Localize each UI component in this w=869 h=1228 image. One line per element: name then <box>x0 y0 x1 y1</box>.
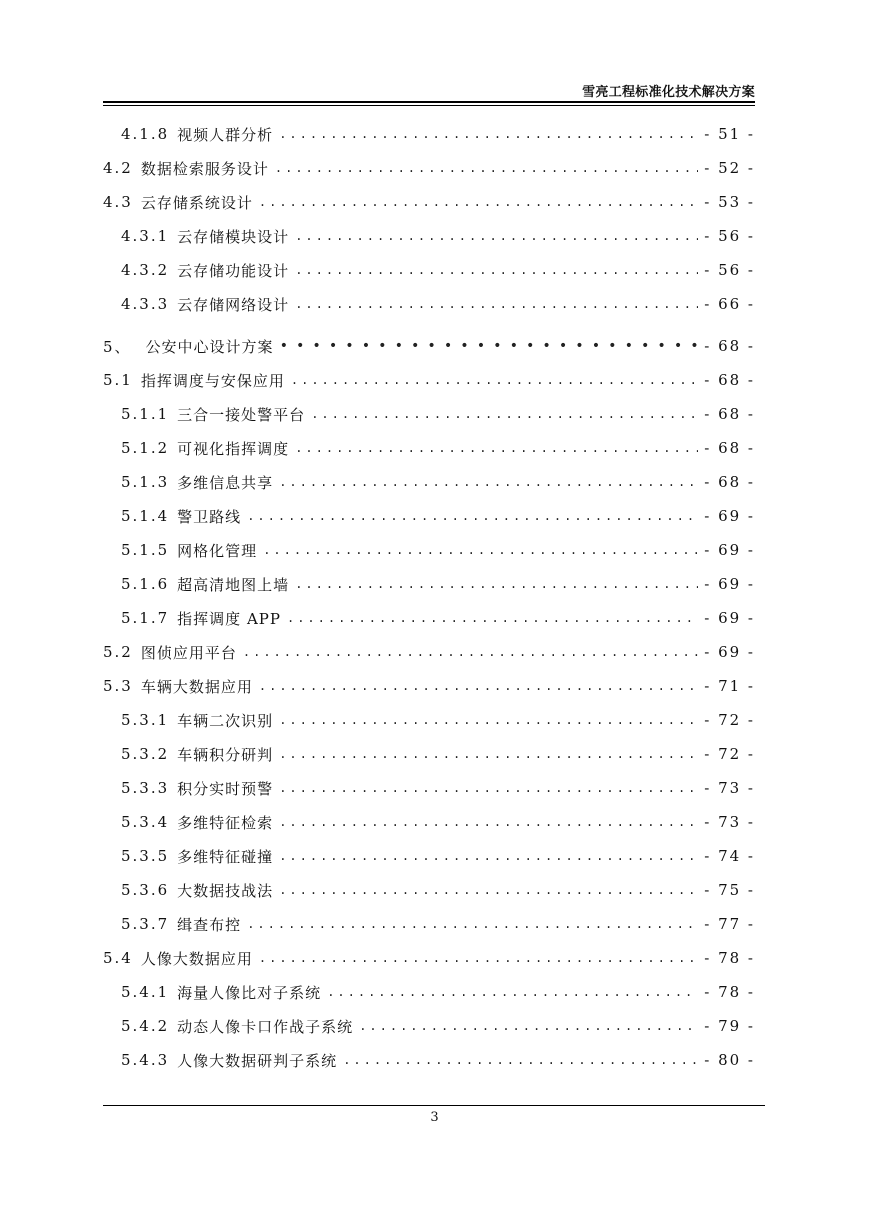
toc-entry-number: 5.1 <box>103 371 133 389</box>
toc-entry-number: 5.3.6 <box>121 881 170 899</box>
toc-entry[interactable] <box>103 737 755 771</box>
footer-rule <box>103 1105 765 1106</box>
toc-entry[interactable] <box>103 839 755 873</box>
toc-dot-leader <box>311 407 698 421</box>
toc-entry-number: 4.1.8 <box>121 125 170 143</box>
toc-entry-title: 多维特征碰撞 <box>177 847 274 866</box>
toc-entry-page: - 68 - <box>704 439 755 457</box>
toc-entry[interactable] <box>103 363 755 397</box>
toc-entry-number: 4.3.3 <box>121 295 170 313</box>
toc-dot-leader <box>279 475 698 489</box>
toc-entry-page: - 68 - <box>704 371 755 389</box>
toc-entry[interactable] <box>103 805 755 839</box>
toc-entry-title: 云存储网络设计 <box>177 295 290 314</box>
toc-entry-title: 指挥调度 APP <box>177 609 281 628</box>
toc-entry-number: 5.4.2 <box>121 1017 170 1035</box>
header-rule-thin <box>103 105 755 106</box>
toc-entry-page: - 77 - <box>704 915 755 933</box>
toc-entry-number: 5.1.7 <box>121 609 170 627</box>
toc-entry[interactable] <box>103 431 755 465</box>
toc-dot-leader <box>287 611 698 625</box>
toc-dot-leader <box>259 951 698 965</box>
toc-dot-leader <box>359 1019 698 1033</box>
toc-entry-number: 5.4.3 <box>121 1051 170 1069</box>
toc-entry[interactable] <box>103 465 755 499</box>
toc-dot-leader <box>279 781 698 795</box>
toc-entry-title: 可视化指挥调度 <box>177 439 290 458</box>
toc-entry-page: - 68 - <box>704 337 755 355</box>
toc-entry-page: - 69 - <box>704 609 755 627</box>
toc-dot-leader <box>259 679 698 693</box>
toc-entry-number: 5.1.2 <box>121 439 170 457</box>
toc-entry-title: 指挥调度与安保应用 <box>140 371 285 390</box>
toc-entry-page: - 69 - <box>704 643 755 661</box>
toc-entry-title: 多维特征检索 <box>177 813 274 832</box>
toc-entry[interactable] <box>103 185 755 219</box>
toc-entry-title: 超高清地图上墙 <box>177 575 290 594</box>
toc-entry-number: 5.3.5 <box>121 847 170 865</box>
document-title: 雪亮工程标准化技术解决方案 <box>582 85 755 100</box>
toc-dot-leader <box>275 161 698 175</box>
toc-entry-number: 5.3.4 <box>121 813 170 831</box>
toc-entry[interactable] <box>103 533 755 567</box>
toc-entry-number: 4.3 <box>103 193 133 211</box>
toc-entry-number: 5.1.4 <box>121 507 170 525</box>
page-header <box>103 79 755 105</box>
toc-dot-leader <box>259 195 698 209</box>
toc-entry-title: 视频人群分析 <box>177 125 274 144</box>
toc-entry[interactable] <box>103 219 755 253</box>
toc-dot-leader <box>247 917 698 931</box>
toc-entry-page: - 52 - <box>704 159 755 177</box>
toc-entry-number: 4.2 <box>103 159 133 177</box>
toc-entry-number: 5.3 <box>103 677 133 695</box>
toc-entry-title: 车辆大数据应用 <box>140 677 253 696</box>
toc-entry-page: - 80 - <box>704 1051 755 1069</box>
toc-entry[interactable] <box>103 397 755 431</box>
toc-entry-title: 大数据技战法 <box>177 881 274 900</box>
toc-entry-title: 动态人像卡口作战子系统 <box>177 1017 354 1036</box>
toc-dot-leader <box>279 815 698 829</box>
toc-entry-title: 图侦应用平台 <box>140 643 237 662</box>
toc-entry-number: 5.4.1 <box>121 983 170 1001</box>
toc-dot-leader <box>279 849 698 863</box>
toc-entry-page: - 73 - <box>704 779 755 797</box>
toc-entry-title: 数据检索服务设计 <box>140 159 269 178</box>
toc-entry[interactable] <box>103 669 755 703</box>
toc-entry-title: 云存储模块设计 <box>177 227 290 246</box>
toc-entry-number: 5.1.3 <box>121 473 170 491</box>
toc-entry[interactable] <box>103 907 755 941</box>
toc-entry-page: - 53 - <box>704 193 755 211</box>
toc-entry-title: 海量人像比对子系统 <box>177 983 322 1002</box>
toc-entry-title: 云存储系统设计 <box>140 193 253 212</box>
toc-entry-title: 公安中心设计方案 <box>145 337 274 356</box>
toc-entry-page: - 78 - <box>704 983 755 1001</box>
toc-dot-leader <box>295 229 698 243</box>
toc-entry[interactable] <box>103 771 755 805</box>
toc-dot-leader <box>295 577 698 591</box>
toc-entry-page: - 66 - <box>704 295 755 313</box>
toc-entry-number: 5.3.3 <box>121 779 170 797</box>
toc-entry-title: 积分实时预警 <box>177 779 274 798</box>
toc-entry-title: 三合一接处警平台 <box>177 405 306 424</box>
toc-dot-leader <box>243 645 698 659</box>
toc-entry-title: 人像大数据研判子系统 <box>177 1051 338 1070</box>
toc-entry-page: - 68 - <box>704 405 755 423</box>
toc-entry-title: 网格化管理 <box>177 541 258 560</box>
toc-entry-number: 5.1.5 <box>121 541 170 559</box>
toc-entry-page: - 68 - <box>704 473 755 491</box>
toc-dot-leader <box>327 985 698 999</box>
toc-entry[interactable] <box>103 287 755 321</box>
toc-entry[interactable] <box>103 151 755 185</box>
toc-entry-number: 5.3.7 <box>121 915 170 933</box>
toc-entry-title: 缉查布控 <box>177 915 242 934</box>
toc-entry-number: 4.3.1 <box>121 227 170 245</box>
toc-dot-leader <box>295 297 698 311</box>
toc-entry-title: 人像大数据应用 <box>140 949 253 968</box>
toc-entry[interactable] <box>103 703 755 737</box>
toc-entry-title: 警卫路线 <box>177 507 242 526</box>
toc-entry-title: 云存储功能设计 <box>177 261 290 280</box>
toc-entry-page: - 69 - <box>704 507 755 525</box>
toc-entry[interactable] <box>103 635 755 669</box>
toc-entry-number: 5.3.1 <box>121 711 170 729</box>
toc-dot-leader <box>295 263 698 277</box>
toc-dot-leader <box>279 883 698 897</box>
toc-entry-page: - 71 - <box>704 677 755 695</box>
toc-entry-page: - 74 - <box>704 847 755 865</box>
toc-dot-leader <box>343 1053 698 1067</box>
page-number: 3 <box>430 1110 439 1125</box>
toc-entry[interactable] <box>103 117 755 151</box>
toc-dot-leader <box>247 509 698 523</box>
toc-entry[interactable] <box>103 253 755 287</box>
toc-entry-number: 5、 <box>103 337 132 356</box>
toc-entry[interactable] <box>103 941 755 975</box>
toc-entry-page: - 78 - <box>704 949 755 967</box>
toc-dot-leader <box>280 338 699 354</box>
toc-entry-title: 车辆积分研判 <box>177 745 274 764</box>
toc-entry-page: - 73 - <box>704 813 755 831</box>
toc-entry-page: - 56 - <box>704 261 755 279</box>
table-of-contents <box>103 117 755 1077</box>
toc-entry-number: 5.2 <box>103 643 133 661</box>
toc-entry-page: - 69 - <box>704 541 755 559</box>
header-rule-thick <box>103 101 755 103</box>
toc-entry-number: 5.1.6 <box>121 575 170 593</box>
toc-dot-leader <box>279 127 698 141</box>
toc-dot-leader <box>291 373 698 387</box>
toc-entry-number: 5.4 <box>103 949 133 967</box>
toc-entry-page: - 69 - <box>704 575 755 593</box>
toc-entry-page: - 75 - <box>704 881 755 899</box>
toc-entry[interactable] <box>103 1043 755 1077</box>
toc-entry-page: - 51 - <box>704 125 755 143</box>
toc-entry[interactable] <box>103 1009 755 1043</box>
toc-entry[interactable] <box>103 601 755 635</box>
toc-entry-title: 车辆二次识别 <box>177 711 274 730</box>
toc-entry[interactable] <box>103 329 755 363</box>
toc-dot-leader <box>279 747 698 761</box>
toc-entry-title: 多维信息共享 <box>177 473 274 492</box>
toc-entry-page: - 72 - <box>704 745 755 763</box>
toc-entry[interactable] <box>103 567 755 601</box>
toc-dot-leader <box>279 713 698 727</box>
toc-entry-number: 5.3.2 <box>121 745 170 763</box>
toc-entry-number: 4.3.2 <box>121 261 170 279</box>
toc-entry[interactable] <box>103 873 755 907</box>
toc-entry[interactable] <box>103 975 755 1009</box>
toc-dot-leader <box>263 543 698 557</box>
toc-entry-number: 5.1.1 <box>121 405 170 423</box>
toc-entry-page: - 79 - <box>704 1017 755 1035</box>
toc-dot-leader <box>295 441 698 455</box>
toc-entry[interactable] <box>103 499 755 533</box>
toc-entry-page: - 56 - <box>704 227 755 245</box>
toc-entry-page: - 72 - <box>704 711 755 729</box>
